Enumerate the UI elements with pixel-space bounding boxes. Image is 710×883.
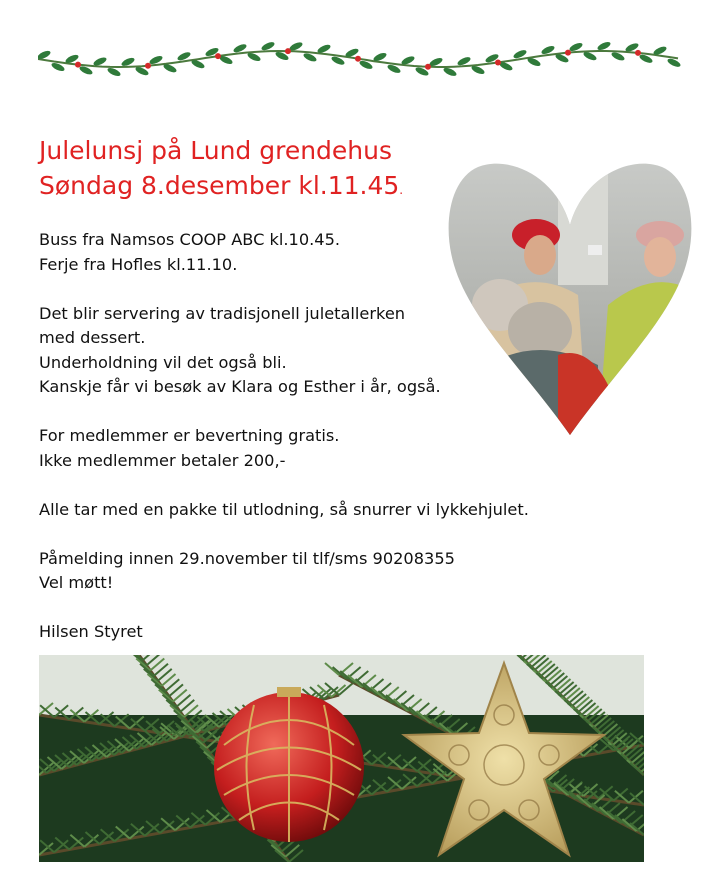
welcome-line: Vel møtt! (39, 573, 114, 592)
event-title (39, 133, 403, 208)
info-line-4: Kanskje får vi besøk av Klara og Esther i år, også. (39, 377, 441, 396)
title-line-2: Søndag 8.desember kl.11.45 (39, 171, 400, 200)
christmas-ornaments-photo (39, 655, 644, 862)
holly-garland (38, 36, 682, 82)
title-dot: . (399, 183, 404, 197)
invitation-body (39, 228, 529, 645)
signature: Hilsen Styret (39, 622, 143, 641)
info-line-1: Det blir servering av tradisjonell juletallerken (39, 303, 406, 323)
info-line-2: med dessert. (39, 328, 146, 347)
bus-line: Buss fra Namsos COOP ABC kl.10.45. (39, 230, 341, 249)
info-line-3: Underholdning vil det også bli. (39, 352, 287, 372)
signup-line: Påmelding innen 29.november til tlf/sms 90208355 (39, 548, 455, 568)
price-line-2: Ikke medlemmer betaler 200,- (39, 450, 286, 470)
heart-photo (448, 155, 692, 437)
gift-line: Alle tar med en pakke til utlodning, så snurrer vi lykkehjulet. (39, 499, 529, 519)
ferry-line: Ferje fra Hofles kl.11.10. (39, 254, 238, 274)
price-line-1: For medlemmer er bevertning gratis. (39, 426, 340, 445)
title-line-1: Julelunsj på Lund grendehus (39, 136, 393, 165)
